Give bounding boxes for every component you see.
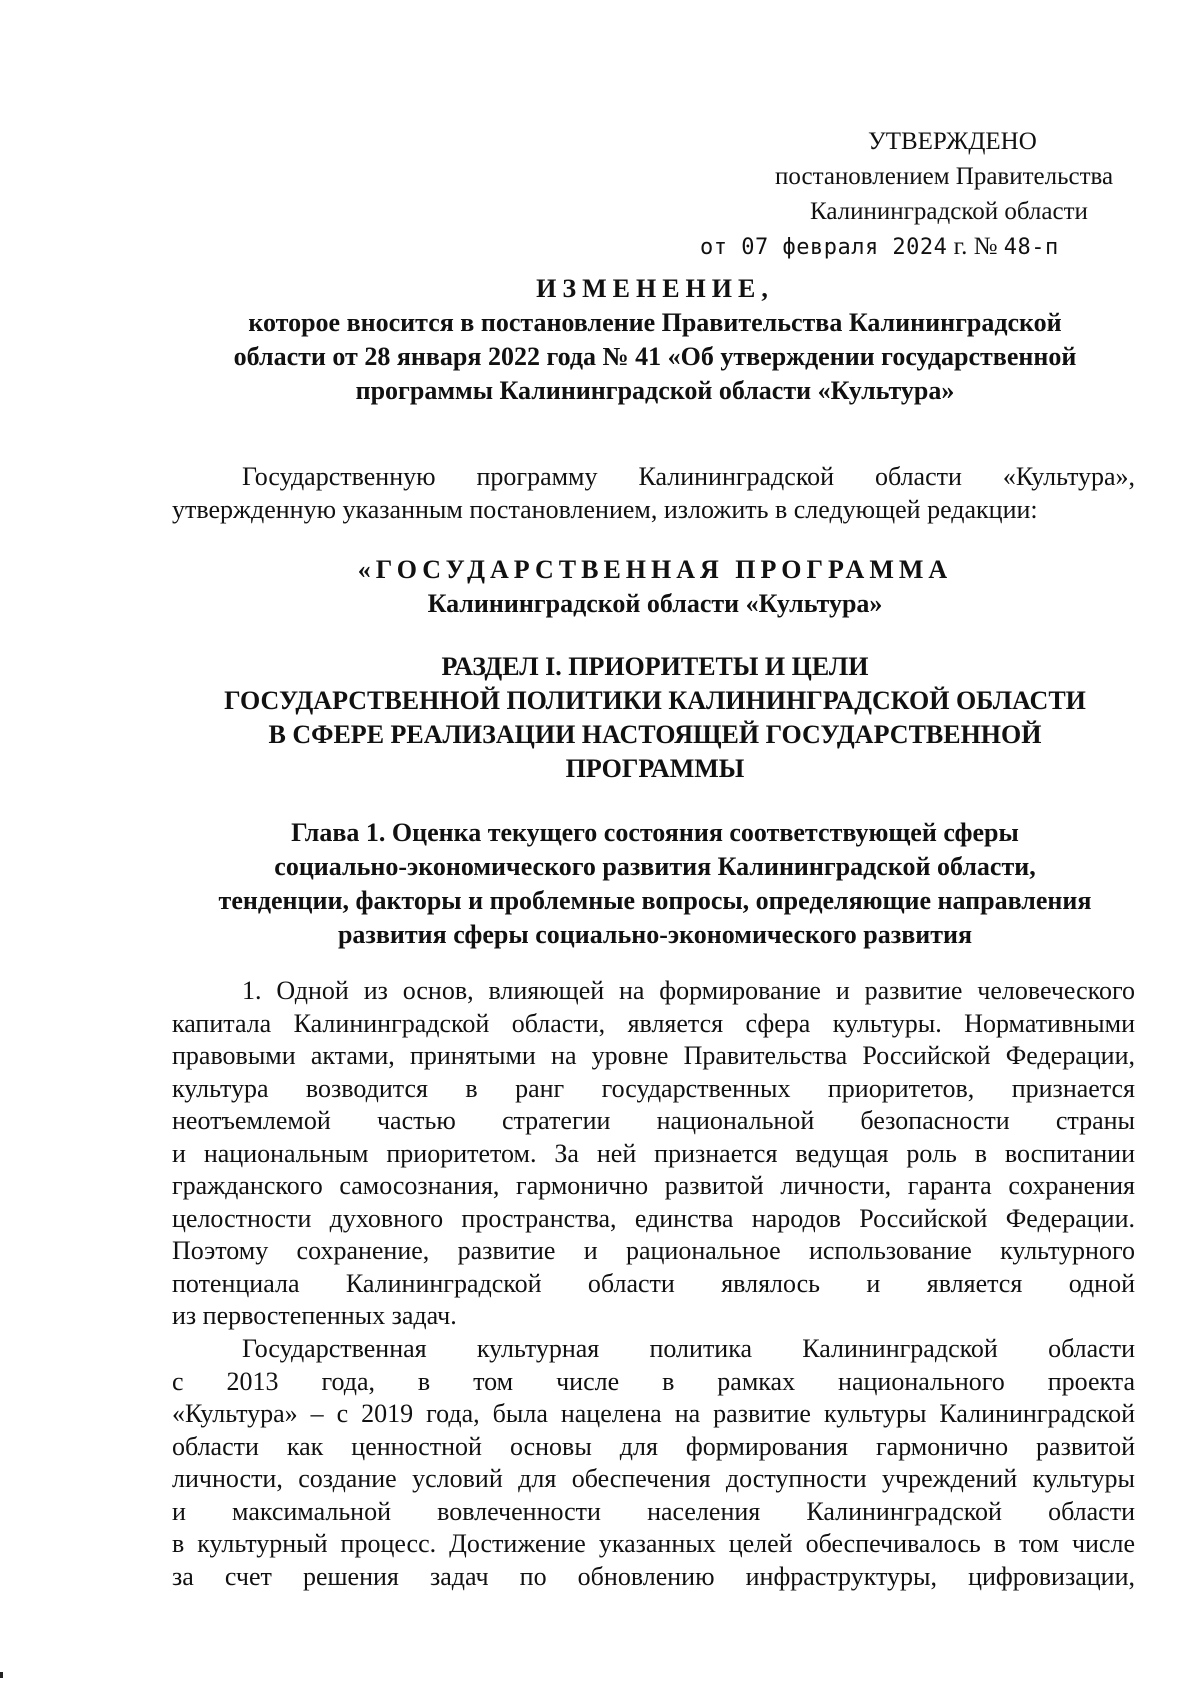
approval-title: УТВЕРЖДЕНО <box>868 128 1037 155</box>
paragraph-2-line: личности, создание условий для обеспечения доступности учреждений культуры <box>172 1464 1135 1493</box>
approval-date: от 07 февраля 2024 <box>700 235 948 260</box>
approval-region: Калининградской области <box>810 198 1088 225</box>
program-title <box>170 553 1140 621</box>
paragraph-1-line: правовыми актами, принятыми на уровне Правительства Российской Федерации, <box>172 1041 1135 1070</box>
paragraph-2-line: в культурный процесс. Достижение указанных целей обеспечивалось в том числе <box>172 1529 1135 1558</box>
paragraph-1-line: капитала Калининградской области, является сфера культуры. Нормативными <box>172 1008 1135 1038</box>
intro-line-1: Государственную программу Калининградской области «Культура», <box>242 462 1135 491</box>
title-line-3: области от 28 января 2022 года № 41 «Об утверждении государственной <box>233 342 1077 371</box>
chapter-line-1: Глава 1. Оценка текущего состояния соответствующей сферы <box>291 818 1019 847</box>
chapter-line-4: развития сферы социально-экономического развития <box>337 920 973 949</box>
title-line-4: программы Калининградской области «Культура» <box>355 376 955 405</box>
approval-authority: постановлением Правительства <box>775 163 1114 190</box>
paragraph-1-line: Поэтому сохранение, развитие и рациональное использование культурного <box>172 1236 1135 1265</box>
paragraph-1 <box>172 975 1135 1333</box>
paragraph-2-line: области как ценностной основы для формирования гармонично развитой <box>172 1431 1135 1461</box>
paragraph-1-line: целостности духовного пространства, единства народов Российской Федерации. <box>172 1203 1135 1233</box>
paragraph-2-line: Государственная культурная политика Калининградской области <box>242 1334 1135 1363</box>
paragraph-1-line: и национальным приоритетом. За ней признается ведущая роль в воспитании <box>172 1138 1135 1168</box>
paragraph-2-line: и максимальной вовлеченности населения Калининградской области <box>172 1496 1135 1526</box>
title-word: ИЗМЕНЕНИЕ, <box>536 274 774 303</box>
chapter-line-2: социально-экономического развития Калининградской области, <box>274 852 1036 881</box>
paragraph-1-line: культура возводится в ранг государственных приоритетов, признается <box>172 1073 1135 1103</box>
section-line-2: ГОСУДАРСТВЕННОЙ ПОЛИТИКИ КАЛИНИНГРАДСКОЙ ОБЛАСТИ <box>224 686 1086 715</box>
section-line-3: В СФЕРЕ РЕАЛИЗАЦИИ НАСТОЯЩЕЙ ГОСУДАРСТВЕННОЙ <box>268 720 1042 749</box>
section-heading <box>170 650 1140 786</box>
paragraph-2 <box>172 1333 1135 1593</box>
section-line-4: ПРОГРАММЫ <box>565 754 745 783</box>
paragraph-1-line: неотъемлемой частью стратегии национальной безопасности страны <box>172 1106 1135 1135</box>
paragraph-2-line: «Культура» – с 2019 года, была нацелена на развитие культуры Калининградской <box>172 1399 1135 1428</box>
paragraph-2-line: за счет решения задач по обновлению инфраструктуры, цифровизации, <box>172 1561 1135 1591</box>
program-title-line-1: «ГОСУДАРСТВЕННАЯ ПРОГРАММА <box>357 555 953 584</box>
section-line-1: РАЗДЕЛ I. ПРИОРИТЕТЫ И ЦЕЛИ <box>441 652 869 681</box>
document-title <box>170 272 1140 408</box>
chapter-heading <box>170 816 1140 952</box>
chapter-line-3: тенденции, факторы и проблемные вопросы, определяющие направления <box>218 886 1092 915</box>
scan-edge-mark <box>0 1672 3 1678</box>
program-title-line-2: Калининградской области «Культура» <box>427 589 883 618</box>
paragraph-1-line: потенциала Калининградской области являлось и является одной <box>172 1268 1135 1298</box>
intro-line-2: утвержденную указанным постановлением, изложить в следующей редакции: <box>172 494 1038 524</box>
paragraph-2-line: с 2013 года, в том числе в рамках национального проекта <box>172 1366 1135 1396</box>
intro-paragraph <box>172 461 1135 526</box>
paragraph-1-line: гражданского самосознания, гармонично развитой личности, гаранта сохранения <box>172 1171 1135 1200</box>
approval-date-number <box>700 229 1120 265</box>
approval-number: 48-п <box>1003 235 1059 260</box>
title-line-2: которое вносится в постановление Правительства Калининградской <box>248 308 1062 337</box>
paragraph-1-line: 1. Одной из основ, влияющей на формирование и развитие человеческого <box>242 976 1135 1005</box>
paragraph-1-line: из первостепенных задач. <box>172 1301 457 1330</box>
approval-stamp <box>700 124 1120 265</box>
approval-year-no-label: г. № <box>953 233 998 260</box>
